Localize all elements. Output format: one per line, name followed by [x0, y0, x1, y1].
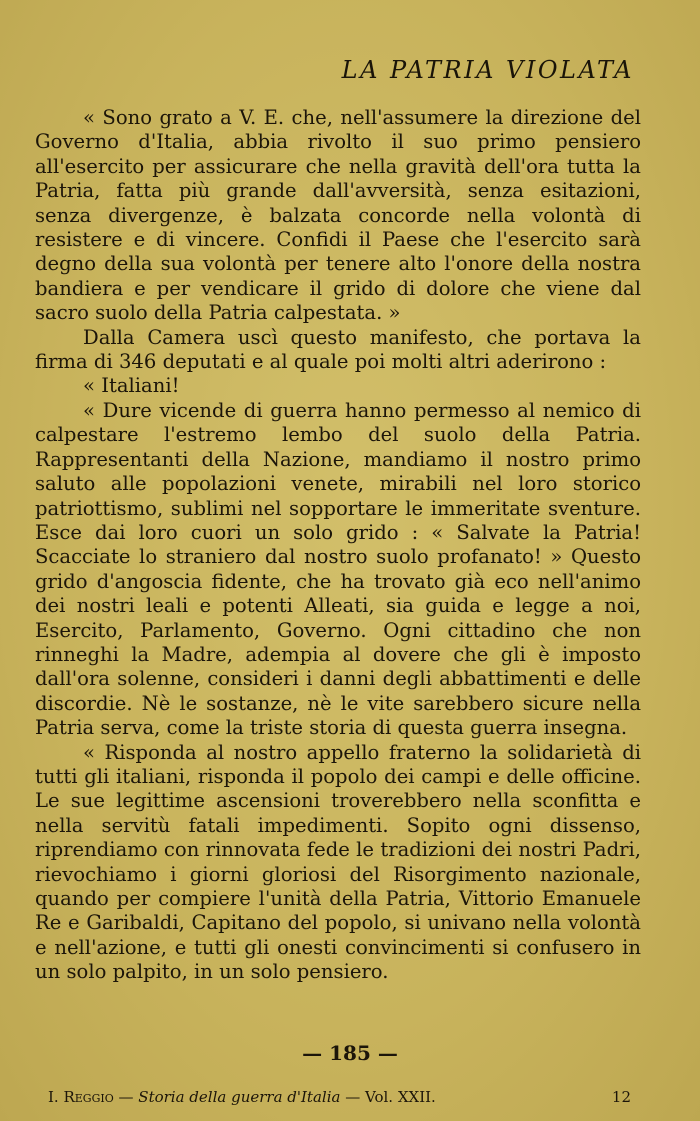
footer-citation: [48, 1088, 436, 1106]
paragraph-salutation: « Italiani!: [83, 374, 180, 398]
footer-book-title: Storia della guerra d'Italia: [138, 1088, 341, 1106]
footer-signature-line: [48, 1088, 631, 1106]
footer-separator: —: [118, 1088, 134, 1106]
footer-separator: —: [345, 1088, 361, 1106]
paragraph-manifesto-1: « Dure vicende di guerra hanno permesso al nemico di calpestare l'estremo lembo del suolo della Patria. Rappresentanti della Nazione, mandiamo il nostro primo saluto alle popolazioni venete, mirabili nel loro storico patriottismo, sublimi nel sopportare le immeritate sventure. Esce dai loro cuori un solo grido : « Salvate la Patria! Scacciate lo straniero dal nostro suolo profanato! » Questo grido d'angoscia fidente, che ha trovato già eco nell'animo dei nostri leali e potenti Alleati, sia guida e legge a noi, Esercito, Parlamento, Governo. Ogni cittadino che non rinneghi la Madre, adempia al dovere che gli è imposto dall'ora solenne, consideri i danni degli abbattimenti e delle discordie. Nè le sostanze, nè le vite sarebbero sicure nella Patria serva, come la triste storia di questa guerra insegna.: [35, 398, 641, 740]
running-title: LA PATRIA VIOLATA: [341, 56, 634, 84]
paragraph-manifesto-2: « Risponda al nostro appello fraterno la solidarietà di tutti gli italiani, risponda il popolo dei campi e delle officine. Le sue legittime ascensioni troverebbero nella sconfitta e nella servitù fatali impedimenti. Sopito ogni dissenso, riprendiamo con rinnovata fede le tradizioni dei nostri Padri, rievochiamo i giorni gloriosi del Risorgimento nazionale, quando per compiere l'unità della Patria, Vittorio Emanuele Re e Garibaldi, Capitano del popolo, si univano nella volontà e nell'azione, e tutti gli onesti convincimenti si confusero in un solo palpito, in un solo pensiero.: [35, 740, 641, 984]
body-text: [35, 106, 641, 985]
footer-signature-mark: 12: [611, 1088, 631, 1106]
paragraph-manifesto-intro: Dalla Camera uscì questo manifesto, che portava la firma di 346 deputati e al quale poi molti altri aderirono :: [35, 325, 641, 374]
paragraph-letter: « Sono grato a V. E. che, nell'assumere la direzione del Governo d'Italia, abbia rivolto il suo primo pensiero all'esercito per assicurare che nella gravità dell'ora tutta la Patria, fatta più grande dall'avversità, senza esitazioni, senza divergenze, è balzata concorde nella volontà di resistere e di vincere. Confidi il Paese che l'esercito sarà degno della sua volontà per tenere alto l'onore della nostra bandiera e per vendicare il grido di dolore che viene dal sacro suolo della Patria calpestata. »: [35, 106, 641, 325]
footer-author: I. Reggio: [48, 1088, 114, 1106]
page-number: — 185 —: [302, 1041, 398, 1065]
footer-volume: Vol. XXII.: [365, 1088, 436, 1106]
